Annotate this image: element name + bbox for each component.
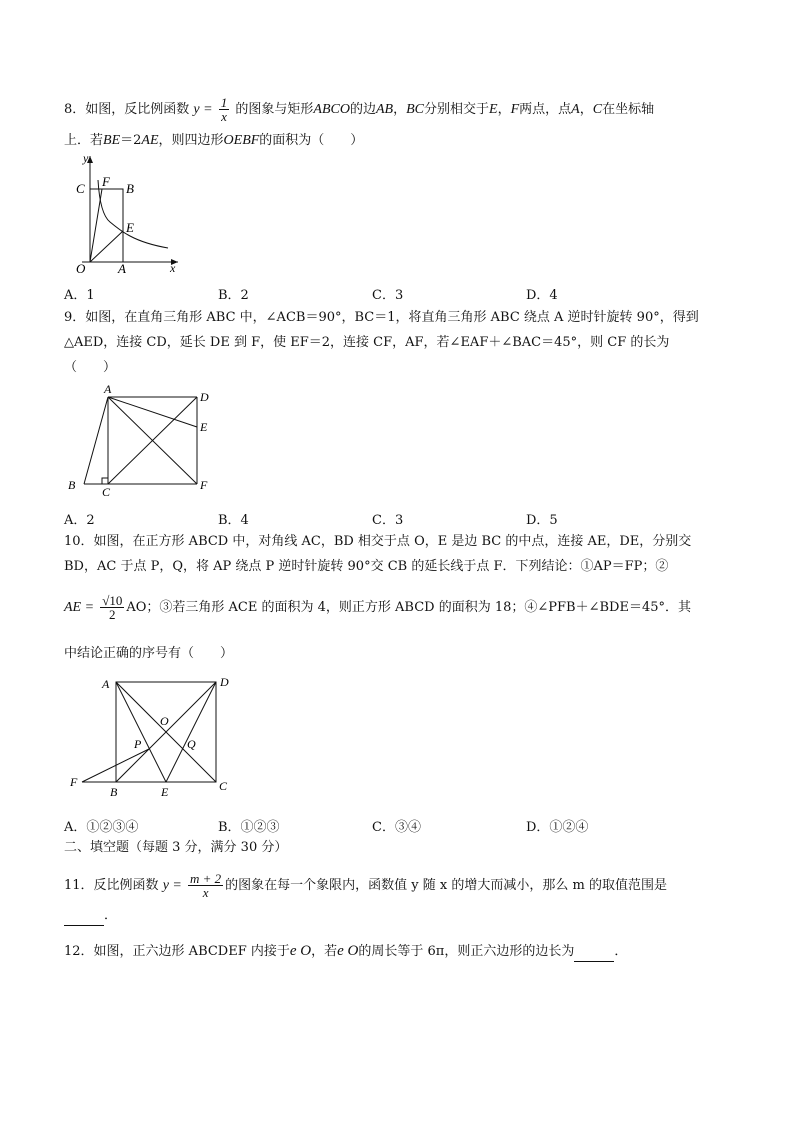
q9-figure (60, 383, 220, 498)
q10-figure (60, 670, 240, 805)
label-F: F (102, 174, 110, 189)
q8-option-d: D．4 (526, 288, 558, 303)
q11-line2: ． (64, 907, 117, 926)
label-B: B (68, 478, 76, 492)
circle-symbol: e O (289, 943, 312, 959)
q10-option-d: D．①②④ (526, 820, 589, 835)
answer-blank[interactable] (574, 943, 614, 962)
q12-line1: 12．如图，正六边形 ABCDEF 内接于e O，若e O的周长等于 6π，则正六边形的边长为 ． (64, 942, 627, 962)
q8-option-c: C．3 (372, 288, 404, 303)
q9-option-c: C．3 (372, 513, 404, 528)
q9-line3: （ ） (64, 360, 117, 375)
q8-line2: 上．若BE＝2AE，则四边形OEBF的面积为（ ） (64, 133, 364, 148)
label-A: A (118, 261, 126, 276)
q9-line1: 9．如图，在直角三角形 ABC 中，∠ACB＝90°，BC＝1，将直角三角形 ABC 绕点 A 逆时针旋转 90°，得到 (64, 310, 699, 325)
q9-option-d: D．5 (526, 513, 558, 528)
q9-option-a: A．2 (64, 513, 95, 528)
fraction-sqrt10-over-2: $\frac{√10}{2}$ (102, 593, 123, 622)
label-C: C (76, 181, 85, 196)
label-y: y (83, 152, 89, 165)
q10-line4: 中结论正确的序号有（ ） (64, 646, 234, 661)
label-A: A (104, 383, 112, 396)
label-B: B (126, 181, 134, 196)
q9-line2: △AED，连接 CD，延长 DE 到 F，使 EF＝2，连接 CF，AF，若∠EAF＋∠BAC＝45°，则 CF 的长为 (64, 335, 670, 350)
section-heading: 二、填空题（每题 3 分，满分 30 分） (64, 840, 288, 855)
label-F: F (70, 775, 78, 789)
label-D: D (220, 675, 229, 689)
label-O: O (160, 714, 169, 728)
circle-symbol: e O (337, 943, 359, 959)
label-E: E (161, 785, 169, 799)
label-Q: Q (187, 737, 196, 751)
q11-line1: 11．反比例函数 y = $\frac{m + 2}{x}$ 的图象在每一个象限内，函数值 y 随 x 的增大而减小，那么 m 的取值范围是 (64, 871, 667, 900)
label-x: x (170, 261, 176, 275)
label-A: A (102, 677, 110, 691)
label-C: C (219, 779, 228, 793)
q10-line2: BD，AC 于点 P，Q，将 AP 绕点 P 逆时针旋转 90°交 CB 的延长线于点 F．下列结论：①AP＝FP；② (64, 559, 669, 574)
label-B: B (110, 785, 118, 799)
label-F: F (200, 478, 208, 492)
q8-option-b: B．2 (218, 288, 249, 303)
label-P: P (134, 737, 142, 751)
fraction-1-over-x: $\frac{1}{x}$ (220, 95, 228, 124)
label-O: O (76, 261, 86, 276)
q9-option-b: B．4 (218, 513, 249, 528)
q10-line1: 10．如图，在正方形 ABCD 中，对角线 AC，BD 相交于点 O，E 是边 BC 的中点，连接 AE，DE，分别交 (64, 534, 692, 549)
label-E: E (200, 420, 208, 434)
q10-option-a: A．①②③④ (64, 820, 139, 835)
label-E: E (126, 220, 134, 235)
q8-line1: 8．如图，反比例函数 y = $\frac{1}{x}$ 的图象与矩形ABCO的边AB，BC分别相交于E，F两点，点A，C在坐标轴 (64, 95, 655, 124)
q10-option-c: C．③④ (372, 820, 421, 835)
fraction-m-plus-2-over-x: $\frac{m + 2}{x}$ (190, 871, 222, 900)
q8-option-a: A．1 (64, 288, 95, 303)
answer-blank[interactable] (64, 907, 104, 926)
label-D: D (200, 390, 209, 404)
label-C: C (102, 485, 111, 498)
q8-figure (60, 152, 190, 277)
q10-option-b: B．①②③ (218, 820, 280, 835)
q10-line3: AE = $\frac{√10}{2}$ AO；③若三角形 ACE 的面积为 4，则正方形 ABCD 的面积为 18；④∠PFB＋∠BDE＝45°．其 (64, 593, 691, 622)
